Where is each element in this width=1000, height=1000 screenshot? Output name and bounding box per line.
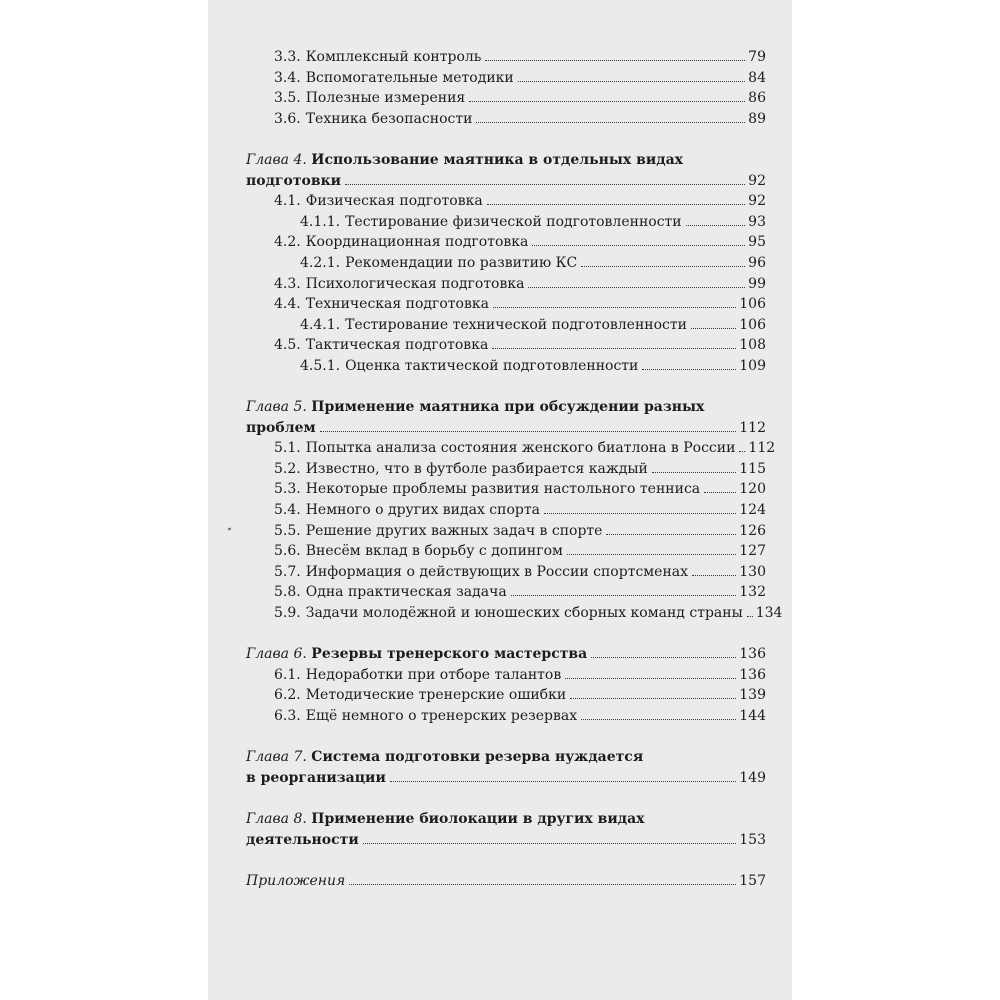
entry-title: Решение других важных задач в спорте	[305, 522, 603, 539]
entry-title: Одна практическая задача	[305, 584, 507, 601]
entry-number: 5.8.	[274, 584, 301, 601]
entry-page: 124	[739, 502, 766, 519]
dot-leader	[704, 492, 736, 493]
dot-leader	[532, 245, 745, 246]
entry-title: Недоработки при отборе талантов	[305, 666, 562, 683]
chapter-4	[246, 150, 766, 377]
entry-number: 4.2.1.	[300, 254, 341, 271]
dot-leader	[606, 534, 736, 535]
entry-page: 86	[748, 90, 766, 107]
toc-entry-5-2[interactable]	[246, 459, 766, 480]
dot-leader	[349, 884, 736, 885]
chapter-title: Система подготовки резерва нуждается	[311, 749, 644, 766]
toc-entry-4-2[interactable]	[246, 232, 766, 253]
entry-number: 5.3.	[274, 481, 301, 498]
dot-leader	[565, 678, 736, 679]
toc-entry-5-6[interactable]	[246, 541, 766, 562]
dot-leader	[476, 122, 745, 123]
scan-speck	[228, 527, 232, 530]
entry-page: 106	[739, 296, 766, 313]
chapter-label: Глава 7.	[246, 749, 307, 766]
entry-page: 96	[748, 254, 766, 271]
chapter-page: 136	[739, 646, 766, 663]
entry-page: 89	[748, 110, 766, 127]
dot-leader	[487, 204, 745, 205]
toc-entry-4-2-1[interactable]	[246, 253, 766, 274]
entry-page: 132	[739, 584, 766, 601]
chapter-heading[interactable]	[246, 150, 766, 171]
toc-entry-4-5[interactable]	[246, 335, 766, 356]
toc-entry-4-1-1[interactable]	[246, 212, 766, 233]
toc-entry-3-6[interactable]	[246, 109, 766, 130]
chapter-page: 153	[739, 831, 766, 848]
entry-number: 4.2.	[274, 234, 301, 251]
toc-entry-6-2[interactable]	[246, 685, 766, 706]
appendix-title: Приложения	[246, 872, 346, 889]
entry-number: 4.3.	[274, 275, 301, 292]
entry-title: Оценка тактической подготовленности	[345, 357, 639, 374]
entry-title: Ещё немного о тренерских резервах	[305, 708, 578, 724]
entry-page: 112	[748, 440, 776, 457]
entry-page: 139	[739, 687, 766, 704]
entry-number: 3.3.	[274, 49, 301, 65]
toc-entry-5-7[interactable]	[246, 562, 766, 583]
chapter-title: Использование маятника в отдельных видах	[311, 151, 684, 168]
entry-number: 6.1.	[274, 666, 301, 683]
dot-leader	[691, 328, 736, 329]
entry-title: Координационная подготовка	[305, 234, 529, 251]
dot-leader	[739, 451, 745, 452]
entry-number: 5.4.	[274, 502, 301, 519]
toc-entry-4-5-1[interactable]	[246, 356, 766, 377]
entry-title: Методические тренерские ошибки	[305, 687, 567, 704]
entry-number: 5.7.	[274, 563, 301, 580]
chapter-heading-cont[interactable]	[246, 830, 766, 851]
entry-number: 4.4.1.	[300, 316, 341, 333]
entry-number: 4.1.1.	[300, 213, 341, 230]
entry-page: 134	[755, 605, 783, 622]
entry-title: Известно, что в футболе разбирается каждый	[305, 460, 648, 477]
entry-page: 130	[739, 563, 766, 580]
chapter-title-cont: деятельности	[246, 831, 359, 848]
dot-leader	[345, 184, 745, 185]
chapter-8	[246, 809, 766, 850]
appendix-page: 157	[739, 872, 766, 889]
chapter-title: Применение биолокации в других видах	[311, 810, 645, 827]
entry-page: 92	[748, 193, 766, 210]
toc-entry-3-4[interactable]	[246, 68, 766, 89]
entry-title: Полезные измерения	[305, 90, 466, 107]
toc-entry-4-3[interactable]	[246, 274, 766, 295]
chapter-title-cont: в реорганизации	[246, 769, 386, 786]
entry-title: Комплексный контроль	[305, 49, 482, 65]
entry-title: Информация о действующих в России спортсменах	[305, 563, 689, 580]
entry-page: 106	[739, 316, 766, 333]
entry-page: 120	[739, 481, 766, 498]
chapter-page: 149	[739, 769, 766, 786]
chapter-heading-cont[interactable]	[246, 768, 766, 789]
chapter-heading[interactable]	[246, 397, 766, 418]
chapter-heading[interactable]	[246, 747, 766, 768]
entry-page: 99	[748, 275, 766, 292]
entry-number: 3.5.	[274, 90, 301, 107]
chapter-title-cont: проблем	[246, 419, 316, 436]
dot-leader	[528, 287, 745, 288]
entry-number: 6.2.	[274, 687, 301, 704]
dot-leader	[581, 719, 736, 720]
chapter-5	[246, 397, 783, 624]
entry-page: 79	[748, 49, 766, 65]
book-page	[208, 0, 792, 1000]
dot-leader	[652, 472, 736, 473]
entry-title: Немного о других видах спорта	[305, 502, 540, 519]
dot-leader	[493, 307, 736, 308]
entry-title: Попытка анализа состояния женского биатлона в России	[305, 440, 736, 457]
chapter-page: 112	[739, 419, 766, 436]
entry-page: 127	[739, 543, 766, 560]
section-3-entries	[246, 47, 766, 129]
dot-leader	[747, 616, 753, 617]
entry-title: Некоторые проблемы развития настольного тенниса	[305, 481, 701, 498]
toc-entry-4-4[interactable]	[246, 294, 766, 315]
entry-page: 126	[739, 522, 766, 539]
dot-leader	[692, 575, 736, 576]
dot-leader	[469, 101, 745, 102]
chapter-heading-cont[interactable]	[246, 418, 766, 439]
dot-leader	[492, 348, 736, 349]
entry-title: Психологическая подготовка	[305, 275, 525, 292]
entry-page: 93	[748, 213, 766, 230]
entry-page: 84	[748, 69, 766, 86]
entry-page: 144	[739, 708, 766, 724]
entry-page: 109	[739, 357, 766, 374]
toc-entry-6-1[interactable]	[246, 665, 766, 686]
dot-leader	[511, 595, 737, 596]
entry-title: Задачи молодёжной и юношеских сборных команд страны	[305, 605, 743, 622]
dot-leader	[581, 266, 745, 267]
dot-leader	[518, 81, 745, 82]
entry-title: Техническая подготовка	[305, 296, 489, 313]
chapter-heading-cont[interactable]	[246, 171, 766, 192]
entry-number: 5.9.	[274, 605, 301, 622]
dot-leader	[320, 431, 737, 432]
entry-number: 5.1.	[274, 440, 301, 457]
entry-title: Тактическая подготовка	[305, 337, 489, 354]
chapter-heading[interactable]	[246, 809, 766, 830]
chapter-7	[246, 747, 766, 788]
entry-number: 4.5.1.	[300, 357, 341, 374]
entry-number: 6.3.	[274, 708, 301, 724]
dot-leader	[642, 369, 736, 370]
chapter-title-cont: подготовки	[246, 172, 342, 189]
entry-page: 95	[748, 234, 766, 251]
entry-number: 5.6.	[274, 543, 301, 560]
chapter-page: 92	[748, 172, 766, 189]
entry-number: 4.1.	[274, 193, 301, 210]
toc-entry-5-4[interactable]	[246, 500, 766, 521]
entry-number: 5.2.	[274, 460, 301, 477]
toc-entry-5-5[interactable]	[246, 521, 766, 542]
chapter-label: Глава 4.	[246, 151, 307, 168]
entry-number: 3.6.	[274, 110, 301, 127]
toc-entry-5-3[interactable]	[246, 479, 766, 500]
toc-entry-4-4-1[interactable]	[246, 315, 766, 336]
chapter-label: Глава 8.	[246, 810, 307, 827]
dot-leader	[686, 225, 746, 226]
toc-entry-5-8[interactable]	[246, 582, 766, 603]
entry-page: 136	[739, 666, 766, 683]
toc-entry-3-5[interactable]	[246, 88, 766, 109]
dot-leader	[485, 60, 745, 61]
chapter-label: Глава 6.	[246, 646, 307, 663]
chapter-title: Резервы тренерского мастерства	[311, 646, 588, 663]
chapter-label: Глава 5.	[246, 399, 307, 416]
dot-leader	[570, 698, 736, 699]
entry-number: 4.4.	[274, 296, 301, 313]
toc-entry-5-1[interactable]	[246, 438, 776, 459]
toc-entry-3-3[interactable]	[246, 47, 766, 68]
toc-entry-6-3[interactable]	[246, 706, 766, 727]
entry-title: Рекомендации по развитию КС	[345, 254, 578, 271]
appendix	[246, 871, 766, 892]
entry-title: Тестирование технической подготовленности	[345, 316, 687, 333]
entry-title: Тестирование физической подготовленности	[345, 213, 682, 230]
appendix-entry[interactable]	[246, 871, 766, 892]
entry-title: Техника безопасности	[305, 110, 473, 127]
chapter-heading[interactable]	[246, 644, 766, 665]
entry-number: 3.4.	[274, 69, 301, 86]
chapter-title: Применение маятника при обсуждении разных	[311, 399, 705, 416]
dot-leader	[363, 843, 737, 844]
chapter-6	[246, 644, 766, 726]
toc-entry-4-1[interactable]	[246, 191, 766, 212]
entry-title: Внесём вклад в борьбу с допингом	[305, 543, 563, 560]
toc-entry-5-9[interactable]	[246, 603, 783, 624]
entry-number: 4.5.	[274, 337, 301, 354]
entry-title: Физическая подготовка	[305, 193, 483, 210]
dot-leader	[591, 657, 736, 658]
dot-leader	[544, 513, 736, 514]
dot-leader	[390, 781, 736, 782]
entry-page: 115	[739, 460, 766, 477]
entry-page: 108	[739, 337, 766, 354]
entry-number: 5.5.	[274, 522, 301, 539]
dot-leader	[567, 554, 736, 555]
table-of-contents	[246, 47, 783, 891]
entry-title: Вспомогательные методики	[305, 69, 514, 86]
